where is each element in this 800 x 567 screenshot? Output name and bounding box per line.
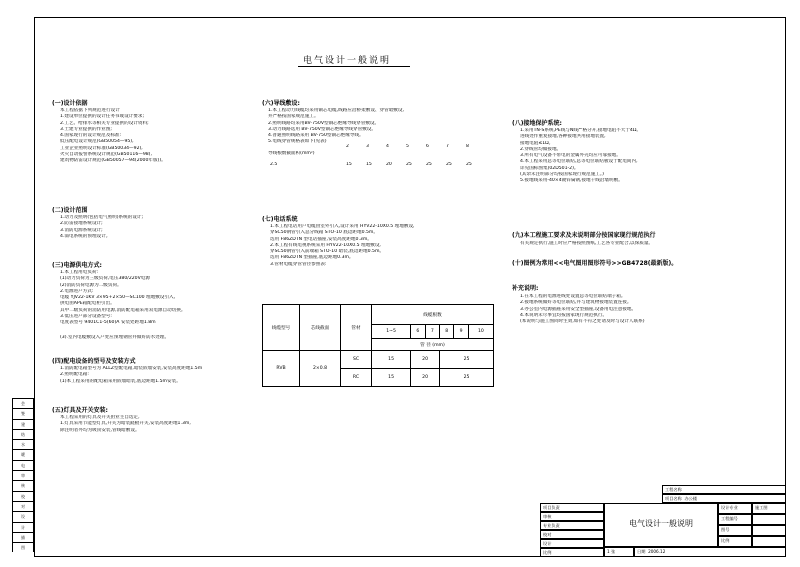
c8-line: 1.采用TN-S系统,PE线与N线严格分开,接地电阻不大于4Ω。: [520, 128, 641, 133]
tb-left-label: 专业负责: [540, 521, 604, 530]
c8-line: 3.所有电气设备不带电的金属外壳均应可靠接地。: [520, 153, 621, 159]
tb-date: [634, 547, 786, 557]
countersign-cell: 审: [12, 470, 34, 480]
diameter-unit: 管 径 (mm): [372, 339, 494, 351]
countersign-cell: 计: [12, 522, 34, 532]
c3-line: (1)动力负荷为三级负荷,电压380/220V电源: [60, 276, 150, 282]
tb-right-label: 工程编号: [718, 514, 752, 525]
tb-right-value: 施工图: [752, 503, 786, 514]
tb-sub-value: 办公楼: [684, 496, 698, 501]
tb-left-label: 设计: [540, 539, 604, 548]
cable-model: RVB: [263, 351, 300, 387]
section-9-body: [520, 241, 778, 247]
section-heading-4: (四)配电设备的型号及安装方式: [52, 358, 136, 365]
countersign-cell: 图: [12, 542, 34, 552]
conduit-count: 5: [406, 144, 409, 149]
conduit-size: 25: [466, 162, 472, 167]
section-7-body: [270, 224, 500, 268]
sc-val-3: 25: [440, 351, 494, 369]
tb-left-label: 校对: [540, 530, 604, 539]
section-heading-9: (九)本工程施工要求及未说明部分按国家现行规范执行: [512, 232, 656, 239]
rc-val-2: 20: [411, 369, 440, 387]
c6-line: 4.普通照明线路采用 BV-750型铜芯绝缘导线。: [268, 133, 364, 139]
c1-line: 3.土建专业提供的作业图;: [60, 126, 112, 132]
section-6-body: [268, 108, 498, 146]
section-heading-6: (六)导线敷设:: [262, 100, 300, 107]
c3-line: 供电由APE箱配电柜引出。: [60, 301, 115, 307]
section-heading-5: (五)灯具及开关安装:: [52, 407, 108, 414]
conduit-size: 15: [366, 162, 372, 167]
c4-line: 1.消防配电箱型号为 ALLZ型配电箱,暗装嵌墙安装,安装高度距地1.5m: [60, 366, 203, 371]
col-cable-type: 线缆型号: [263, 305, 300, 351]
c8-line: 2.穿线管均做接地。: [520, 146, 562, 152]
section-heading-1: (一)设计依据: [52, 100, 88, 107]
c8-line: 5.接地线采用-40×4镀锌扁钢,接地干线沿墙明敷。: [520, 178, 623, 184]
c2-line: 2.防雷接地系统设计;: [60, 221, 103, 227]
tb-date-value: 2006.12: [648, 549, 666, 554]
cs-line: 3.办公室内电源插座采用安全型插座,设备用电注意接地。: [520, 306, 637, 312]
count-header: 7: [425, 325, 439, 339]
c3-line: 3.低压进户部分设备型号:: [60, 314, 112, 320]
conduit-size: 25: [406, 162, 412, 167]
countersign-cell: 水: [12, 439, 34, 449]
count-header: 9: [454, 325, 468, 339]
section-1-body: [60, 108, 250, 165]
count-header: 1~5: [372, 325, 411, 339]
countersign-cell: 建: [12, 419, 34, 429]
c1-line: 2.工艺、给排水等相关专业提供的设计资料;: [60, 120, 149, 126]
c1-line: 本工程依据下列规范进行设计: [60, 108, 120, 113]
c1-line: 建筑物防雷设计规范(GB50057—94(2000年版))。: [60, 158, 166, 164]
conduit-size: 20: [386, 162, 392, 167]
tb-sheet-label: 张: [611, 549, 616, 554]
conduit-size: 25: [426, 162, 432, 167]
c8-line: 详见国标图集(02D501-2)。: [520, 165, 579, 171]
tb-lower: [540, 503, 786, 557]
c2-line: 3.消防电源系统设计;: [60, 227, 103, 233]
c6-line: 5.电线穿管规格表如下(见表): [268, 139, 327, 145]
doc-title: 电气设计一般说明: [303, 56, 392, 66]
countersign-cell: 会: [12, 398, 34, 408]
c7-line: 2.本工程有线电视系统采用 HYV22-10X0.5 埋地敷设,: [270, 242, 381, 248]
tb-left-label: 项目负责: [540, 503, 604, 512]
title-block: [540, 485, 786, 557]
section-heading-3: (三)电源供电方式:: [52, 262, 102, 269]
section-2-body: [60, 215, 250, 240]
c6-line: 3.动力线路选用 BV-750V型铜芯绝缘导线穿管敷设。: [268, 126, 376, 132]
c6-line: 2.照明线路均采用BV-750V型铜芯绝缘导线穿管敷设。: [268, 120, 380, 126]
section-8-body: [520, 128, 778, 185]
cable-conduit-table: [262, 304, 494, 387]
countersign-cell: 对: [12, 501, 34, 511]
sc-val-2: 20: [411, 351, 440, 369]
c1-line: 1.建设单位提供的设计任务书或设计要求;: [60, 114, 145, 120]
tb-sub-label: 项目名称: [665, 496, 682, 501]
section-heading-7: (七)电话系统: [262, 216, 298, 223]
c3-line: 1.本工程用电负荷:: [60, 270, 99, 275]
cs-line: 2.接地系统做好等电位联结,并与建筑物接地装置连接。: [520, 300, 632, 306]
title-underline: [298, 66, 410, 67]
col-core-area: 芯线截面: [300, 305, 341, 351]
countersign-cell: 核: [12, 480, 34, 490]
tb-sheet: [604, 547, 634, 557]
cs-line: 1.在本工程的电源进线处设置总等电位联结端子箱。: [520, 294, 626, 299]
conduit-table-label: 导线根数截面积(mm²): [268, 151, 315, 156]
cs-line: 4.本说明未尽事宜均按国家现行规范执行。: [520, 312, 608, 318]
c1-line: 工业企业照明设计标准(GB50034—92),: [60, 145, 143, 151]
c2-line: 4.弱电系统的预埋设计。: [60, 233, 111, 239]
c7-line: 穿SC50钢管引入前端箱 STO-10 暗装,底边距地0.5m。: [270, 249, 385, 255]
c7-line: 1.本工程电话用户电缆由室外引入,设计采用 HYV22-10X0.5 埋地敷设,: [270, 224, 415, 229]
c3-line: 其中二级负荷的消防用电源,消防配电箱采用双电源自动切换。: [60, 307, 186, 313]
countersign-cell: 电: [12, 460, 34, 470]
tb-left: [540, 503, 604, 557]
supplement-heading: 补充说明:: [512, 285, 539, 292]
conduit-count: 6: [426, 144, 429, 149]
tb-project-label: 工程名称: [665, 487, 682, 492]
rc-val-3: 25: [440, 369, 494, 387]
countersign-cell: 结: [12, 429, 34, 439]
count-header: 6: [411, 325, 425, 339]
tb-right-label: 图号: [718, 525, 752, 536]
col-pipe: 管材: [341, 305, 372, 351]
c8-line: 4.本工程采用总等电位联结,总等电位联结板设于配电间内,: [520, 159, 638, 165]
cs-line: (本说明与施工图同时生效,如有不符之处请及时与设计人联系): [520, 319, 645, 325]
c7-line: 3.管材电缆穿管管径参照表:: [270, 261, 327, 267]
c7-line: 选用 F86ZDTN 型插座,底边距地0.3m。: [270, 255, 354, 261]
c3-line: 2.电源进户方式:: [60, 288, 94, 294]
c3-line: 电度表型号 9401C1-5(60)A 安装处距地1.8m: [60, 320, 156, 326]
count-header: 8: [440, 325, 454, 339]
c6-line: 1.本工程动力线缆均采用铜芯电缆,线路应沿桥架敷设、穿管暗敷设,: [268, 108, 404, 113]
section-3-body: [60, 270, 260, 327]
countersign-cell: 暖: [12, 449, 34, 459]
c1-line: 4.国家现行的设计规范及标准:: [60, 133, 122, 139]
rc-val-1: 15: [372, 369, 411, 387]
tb-sheet-value: 1: [607, 549, 610, 554]
count-header: 10: [468, 325, 493, 339]
pipe-rc: RC: [341, 369, 372, 387]
c7-line: 穿SC50钢管引入总分线箱 STO-10 底边距地0.5m。: [270, 230, 378, 236]
tb-right-value: [752, 536, 786, 547]
tb-right-label: 比例: [718, 536, 752, 547]
c4-line: 2.照明配电箱:: [60, 372, 89, 378]
tb-left-label: 审核: [540, 512, 604, 521]
c5-line: 除注明者外均为吸顶安装,管线暗敷设。: [60, 427, 140, 433]
pipe-sc: SC: [341, 351, 372, 369]
section-4-body: [60, 366, 260, 385]
c3-line: 电缆 YJV22-1KV 3×95+2×50—SC100 埋地敷设引入,: [60, 295, 176, 301]
sc-val-1: 15: [372, 351, 411, 369]
conduit-count: 2: [346, 144, 349, 149]
c8-line: (其余未注明部分均按国家现行规范施工。): [520, 172, 604, 178]
c8-line: 进线处作重复接地,各种接地共用接地装置,: [520, 134, 606, 140]
c6-line: 并严格按国家规范施工。: [268, 114, 319, 120]
c1-line: 火灾自动报警系统设计规范(GB50116—98),: [60, 152, 152, 158]
conduit-size-label: 2.5: [270, 162, 278, 167]
conduit-count: 8: [466, 144, 469, 149]
tb-drawing-title: 电气设计一般说明: [604, 503, 718, 547]
section-heading-2: (二)设计范围: [52, 207, 88, 214]
tb-right-value: [752, 525, 786, 536]
supplement-body: [520, 294, 778, 325]
tb-project: [662, 485, 786, 494]
section-5-body: [60, 415, 260, 434]
c1-line: 低压配电设计规范(GB50054—95),: [60, 139, 134, 145]
conduit-count: 4: [386, 144, 389, 149]
tb-right-label: 设计专业: [718, 503, 752, 514]
conduit-size: 15: [346, 162, 352, 167]
c5-line: 1.灯具采用节能型灯具,开关为暗装跷板开关,安装高度距地1.3m,: [60, 421, 191, 427]
countersign-cell: 设: [12, 511, 34, 521]
col-cable-count: 线缆根数: [372, 305, 494, 325]
countersign-cell: 签: [12, 408, 34, 418]
section-heading-8: (八)接地保护系统:: [512, 120, 562, 127]
conduit-count: 3: [366, 144, 369, 149]
c8-line: 接地电阻≤1Ω。: [520, 140, 554, 146]
c4-line: (1)本工程采用的配电箱采用嵌墙暗装,底边距地1.5m安装。: [60, 378, 181, 384]
c3-line: (2)消防负荷电源为二级负荷。: [60, 282, 122, 288]
conduit-size: 25: [446, 162, 452, 167]
c9-line: 有关规定执行,施工时应严格按照图纸,工艺各专业配合,以保质量。: [520, 241, 654, 246]
c5-line: 本工程采用的灯具及开关由业主自选定,: [60, 415, 140, 420]
tb-right-value: [752, 514, 786, 525]
tb-date-label: 日期: [637, 549, 646, 554]
conduit-count: 7: [446, 144, 449, 149]
c2-line: 1.动力及照明(包括电气照明)系统的设计;: [60, 215, 144, 220]
section-heading-10: (十)图例为常用<<电气图用图形符号>>GB4728(最新版)。: [512, 260, 678, 267]
countersign-cell: 描: [12, 532, 34, 542]
c7-line: 选用 F86ZDTN 型电话插座,安装高度距地0.3m。: [270, 236, 372, 242]
tb-right: [718, 503, 786, 547]
countersign-cell: 校: [12, 491, 34, 501]
tb-left-label: 比例: [540, 548, 604, 557]
cable-area: 2×0.8: [300, 351, 341, 387]
section-3-note: (3).室内电缆敷设入户处应预埋钢管并做好防水处理。: [60, 335, 170, 340]
countersign-column: [12, 398, 34, 552]
tb-sub: [662, 494, 786, 503]
